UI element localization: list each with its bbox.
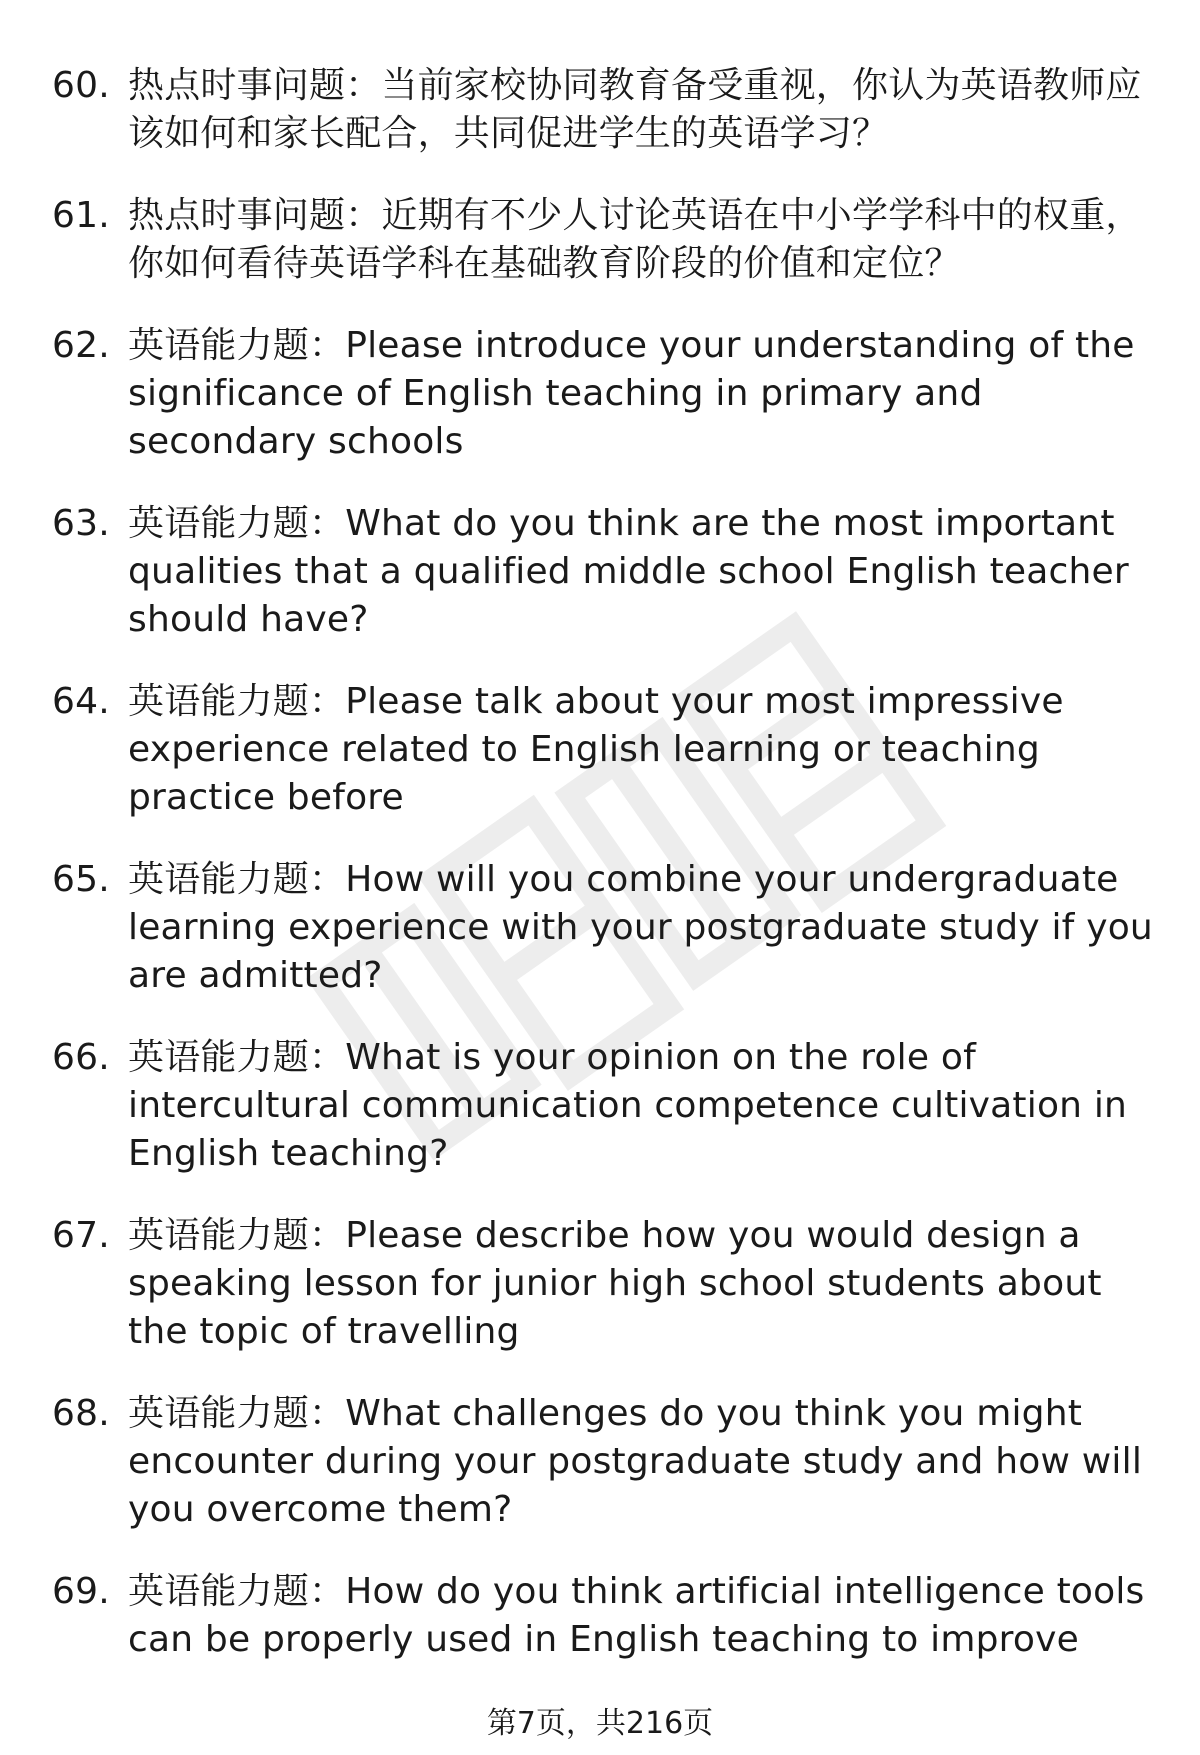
question-item xyxy=(52,322,1162,466)
question-number: 66. xyxy=(52,1037,110,1078)
question-item xyxy=(52,1034,1162,1178)
question-text: 英语能力题：What is your opinion on the role of intercultural communication competence cultivation in English teaching? xyxy=(128,1037,1128,1174)
question-text: 英语能力题：What do you think are the most important qualities that a qualified middle school English teacher should have? xyxy=(128,503,1129,640)
question-number: 67. xyxy=(52,1215,110,1256)
question-text: 英语能力题：What challenges do you think you might encounter during your postgraduate study and how will you overcome them? xyxy=(128,1393,1143,1530)
question-number: 69. xyxy=(52,1571,110,1612)
question-text: 英语能力题：Please describe how you would design a speaking lesson for junior high school students about the topic of travelling xyxy=(128,1215,1102,1352)
question-text: 热点时事问题：当前家校协同教育备受重视，你认为英语教师应该如何和家长配合，共同促进学生的英语学习？ xyxy=(128,65,1142,154)
question-text: 英语能力题：How will you combine your undergraduate learning experience with your postgraduate study if you are admitted? xyxy=(128,859,1153,996)
question-number: 68. xyxy=(52,1393,110,1434)
question-item xyxy=(52,1390,1162,1534)
question-number: 65. xyxy=(52,859,110,900)
question-list xyxy=(52,62,1162,1698)
question-text: 英语能力题：Please talk about your most impressive experience related to English learning or teaching practice before xyxy=(128,681,1064,818)
question-item xyxy=(52,1212,1162,1356)
question-item xyxy=(52,500,1162,644)
question-number: 63. xyxy=(52,503,110,544)
question-item xyxy=(52,192,1162,288)
question-number: 61. xyxy=(52,195,110,236)
question-item xyxy=(52,678,1162,822)
question-number: 64. xyxy=(52,681,110,722)
question-text: 热点时事问题：近期有不少人讨论英语在中小学学科中的权重，你如何看待英语学科在基础教育阶段的价值和定位？ xyxy=(128,195,1142,284)
page-number-footer: 第7页，共216页 xyxy=(486,1706,714,1741)
question-number: 60. xyxy=(52,65,110,106)
question-number: 62. xyxy=(52,325,110,366)
question-text: 英语能力题：Please introduce your understanding of the significance of English teaching in primary and secondary schools xyxy=(128,325,1135,462)
question-item xyxy=(52,1568,1162,1664)
question-item xyxy=(52,856,1162,1000)
question-item xyxy=(52,62,1162,158)
question-text: 英语能力题：How do you think artificial intelligence tools can be properly used in English teaching to improve xyxy=(128,1571,1145,1660)
